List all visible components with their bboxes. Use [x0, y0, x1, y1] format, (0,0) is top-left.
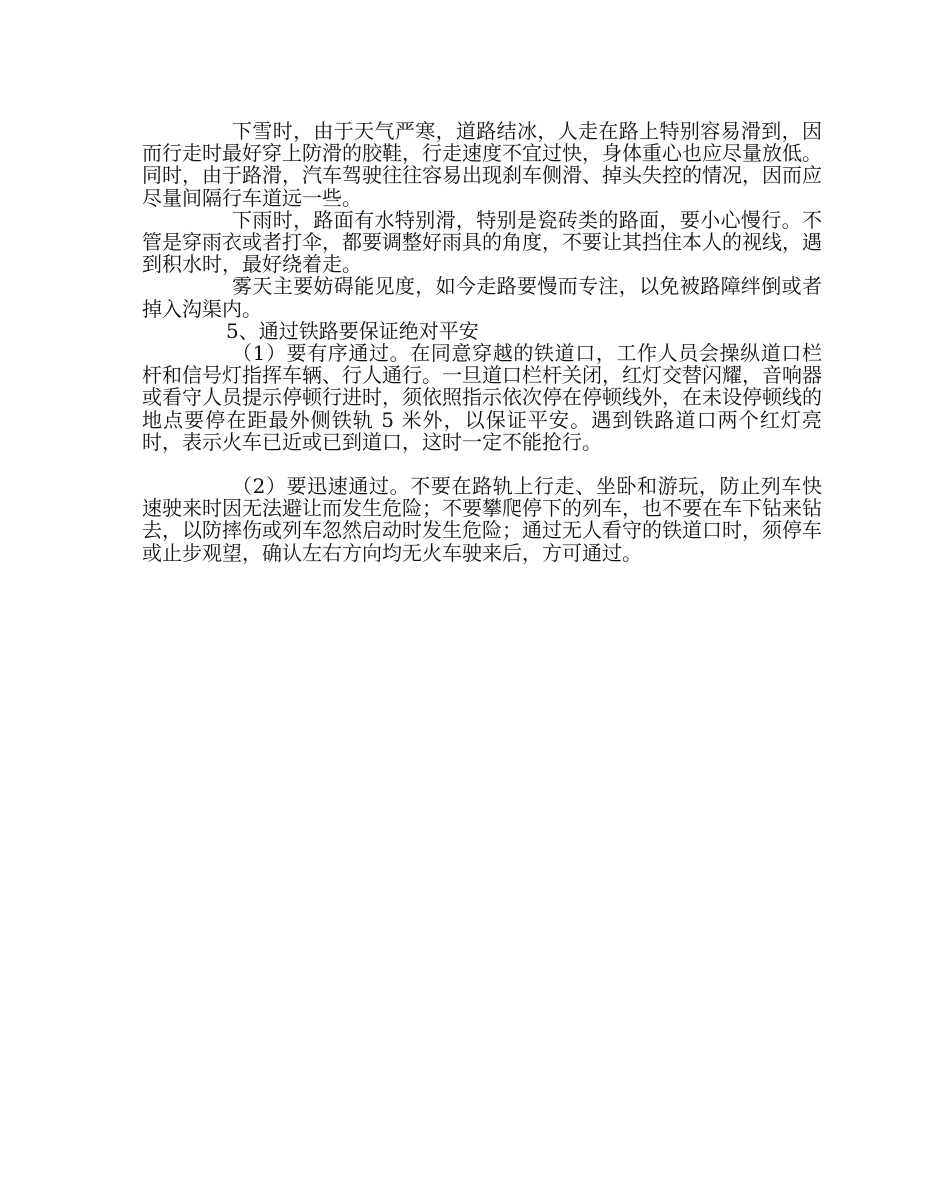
list-item-orderly: （1）要有序通过。在同意穿越的铁道口，工作人员会操纵道口栏杆和信号灯指挥车辆、行人通行。一旦道口栏杆关闭，红灯交替闪耀，音响器或看守人员提示停顿行进时，须依照指示依次停在停顿线外，在未设停顿线的地点要停在距最外侧铁轨 5 米外，以保证平安。遇到铁路道口两个红灯亮时，表示火车已近或已到道口，这时一定不能抢行。 — [142, 341, 822, 454]
list-item-quickly: （2）要迅速通过。不要在路轨上行走、坐卧和游玩，防止列车快速驶来时因无法避让而发生危险；不要攀爬停下的列车，也不要在车下钻来钻去，以防摔伤或列车忽然启动时发生危险；通过无人看守的铁道口时，须停车或止步观望，确认左右方向均无火车驶来后，方可通过。 — [142, 474, 822, 565]
paragraph-snow: 下雪时，由于天气严寒，道路结冰，人走在路上特别容易滑到，因而行走时最好穿上防滑的胶鞋，行走速度不宜过快，身体重心也应尽量放低。同时，由于路滑，汽车驾驶往往容易出现刹车侧滑、掉头失控的情况，因而应尽量间隔行车道远一些。 — [142, 119, 822, 210]
document-body — [142, 120, 822, 564]
paragraph-rain: 下雨时，路面有水特别滑，特别是瓷砖类的路面，要小心慢行。不管是穿雨衣或者打伞，都要调整好雨具的角度，不要让其挡住本人的视线，遇到积水时，最好绕着走。 — [142, 207, 822, 277]
paragraph-fog: 雾天主要妨碍能见度，如今走路要慢而专注，以免被路障绊倒或者掉入沟渠内。 — [142, 274, 822, 321]
section-heading-railway: 5、通过铁路要保证绝对平安 — [226, 318, 479, 343]
